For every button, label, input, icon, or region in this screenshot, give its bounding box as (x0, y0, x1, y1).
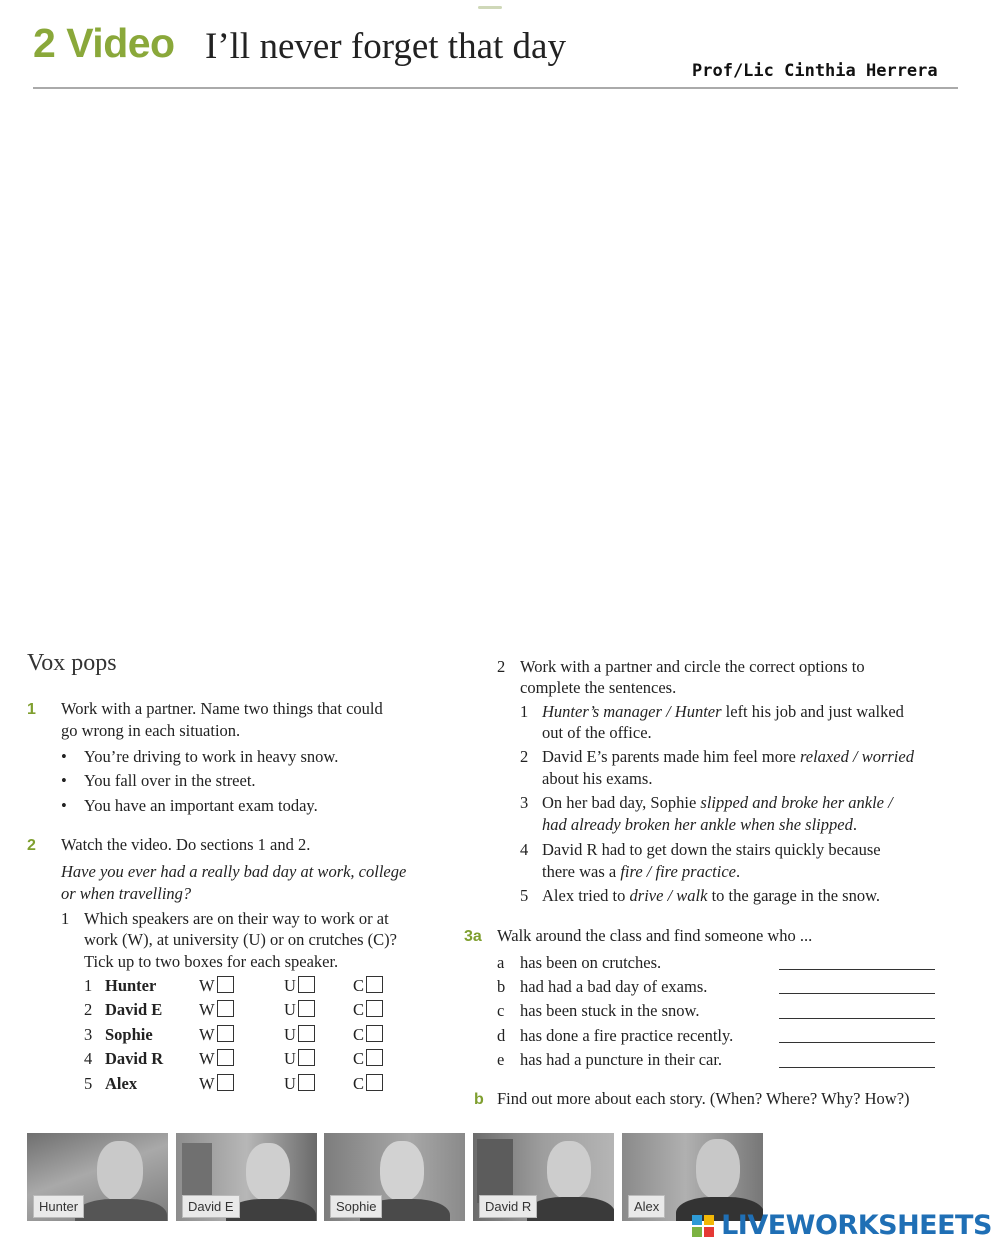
sentence-4: David R had to get down the stairs quickly because (542, 840, 881, 859)
option-w-label: W (199, 1049, 215, 1068)
find-item-text: has had a puncture in their car. (520, 1050, 723, 1069)
speaker-name: David R (105, 1049, 164, 1068)
sentence-number: 5 (520, 886, 529, 905)
answer-line[interactable] (779, 993, 935, 994)
section-title: Vox pops (27, 650, 117, 676)
option-b[interactable]: walk (676, 886, 708, 905)
ex3a-instruction: Walk around the class and find someone who ... (497, 926, 813, 945)
option-a[interactable]: drive (629, 886, 664, 905)
option-w-label: W (199, 1025, 215, 1044)
speaker-photo (622, 1133, 763, 1221)
sentence-rest: left his job and just walked (721, 702, 904, 721)
speaker-name: David E (105, 1000, 163, 1019)
header-top-mark (478, 6, 502, 9)
checkbox[interactable] (217, 976, 234, 993)
ex1-instruction-line2: go wrong in each situation. (61, 721, 241, 740)
checkbox[interactable] (298, 1025, 315, 1042)
option-w[interactable] (199, 1073, 234, 1095)
liveworksheets-logo (692, 1210, 992, 1240)
face-shape (246, 1143, 290, 1201)
speaker-number: 3 (84, 1025, 93, 1044)
ex2-task1-number: 1 (61, 909, 70, 928)
sentence-number: 2 (520, 747, 529, 766)
option-b[interactable]: had already broken her ankle when she slipped (542, 815, 853, 834)
logo-text: LIVEWORKSHEETS (721, 1210, 992, 1241)
option-b[interactable]: fire practice (655, 862, 736, 881)
option-c-label: C (353, 1074, 365, 1093)
option-w-label: W (199, 1000, 215, 1019)
ex2b-number: 2 (497, 657, 506, 676)
option-u-label: U (284, 1000, 296, 1019)
option-w[interactable] (199, 1024, 234, 1046)
find-item-text: has been on crutches. (520, 953, 662, 972)
speaker-number: 4 (84, 1049, 93, 1068)
option-u[interactable] (284, 999, 315, 1021)
sentence-2 (542, 746, 914, 768)
option-u[interactable] (284, 1073, 315, 1095)
find-item-text: has done a fire practice recently. (520, 1026, 734, 1045)
ex2-question-line1: Have you ever had a really bad day at work, college (61, 862, 407, 881)
speaker-name: Sophie (105, 1025, 153, 1044)
option-separator: / (661, 702, 675, 721)
checkbox[interactable] (217, 1025, 234, 1042)
option-c[interactable] (353, 999, 383, 1021)
unit-label: 2 Video (33, 20, 175, 66)
option-b[interactable]: Hunter (674, 702, 722, 721)
option-separator: / (663, 886, 677, 905)
option-c[interactable] (353, 975, 383, 997)
option-b[interactable]: worried (861, 747, 914, 766)
ex2-task1-line2: work (W), at university (U) or on crutches (C)? (84, 930, 397, 949)
option-c[interactable] (353, 1073, 383, 1095)
sentence-1-line2: out of the office. (542, 723, 652, 742)
answer-line[interactable] (779, 1067, 935, 1068)
option-a[interactable]: Hunter’s manager (542, 702, 662, 721)
shoulders-shape (75, 1199, 167, 1221)
checkbox[interactable] (366, 1025, 383, 1042)
sentence-pre: David E’s parents made him feel more (542, 747, 800, 766)
checkbox[interactable] (298, 976, 315, 993)
find-item-text: had had a bad day of exams. (520, 977, 708, 996)
option-u-label: U (284, 976, 296, 995)
option-u-label: U (284, 1074, 296, 1093)
checkbox[interactable] (298, 1000, 315, 1017)
face-shape (547, 1141, 591, 1199)
sentence-2-line2: about his exams. (542, 769, 653, 788)
ex2-question-line2: or when travelling? (61, 884, 192, 903)
building-shape (477, 1139, 513, 1203)
sentence-number: 3 (520, 793, 529, 812)
ex3b-number: b (474, 1091, 484, 1108)
answer-line[interactable] (779, 1018, 935, 1019)
option-separator: / (884, 793, 893, 812)
ex1-instruction-line1: Work with a partner. Name two things that could (61, 699, 383, 718)
photo-label: Sophie (330, 1195, 382, 1218)
photo-label: David E (182, 1195, 240, 1218)
sentence-end: . (736, 862, 741, 881)
option-c-label: C (353, 1049, 365, 1068)
checkbox[interactable] (366, 1049, 383, 1066)
face-shape (696, 1139, 740, 1199)
speaker-number: 2 (84, 1000, 93, 1019)
speaker-name: Hunter (105, 976, 157, 995)
option-c[interactable] (353, 1048, 383, 1070)
checkbox[interactable] (366, 1074, 383, 1091)
ex2-instruction: Watch the video. Do sections 1 and 2. (61, 835, 311, 854)
video-area (33, 100, 958, 640)
photo-label: Alex (628, 1195, 665, 1218)
speaker-number: 5 (84, 1074, 93, 1093)
option-w-label: W (199, 1074, 215, 1093)
option-a[interactable]: fire (620, 862, 643, 881)
find-item-letter: c (497, 1001, 505, 1020)
option-c[interactable] (353, 1024, 383, 1046)
logo-icon (692, 1215, 714, 1237)
option-w[interactable] (199, 1048, 234, 1070)
option-w-label: W (199, 976, 215, 995)
checkbox[interactable] (298, 1049, 315, 1066)
shoulders-shape (527, 1197, 614, 1221)
ex1-bullet-text: You have an important exam today. (84, 796, 318, 815)
ex3b-instruction: Find out more about each story. (When? Where? Why? How?) (497, 1089, 910, 1108)
face-shape (97, 1141, 143, 1201)
ex2b-instruction-line2: complete the sentences. (520, 678, 677, 697)
find-item-letter: e (497, 1050, 505, 1069)
option-u-label: U (284, 1025, 296, 1044)
speaker-photo (176, 1133, 317, 1221)
checkbox[interactable] (366, 976, 383, 993)
ex1-bullet: • (61, 796, 67, 815)
sentence-4-line2 (542, 861, 740, 883)
option-separator: / (848, 747, 862, 766)
option-c-label: C (353, 1000, 365, 1019)
sentence-1 (542, 701, 904, 723)
checkbox[interactable] (217, 1074, 234, 1091)
answer-line[interactable] (779, 969, 935, 970)
option-a[interactable]: relaxed (799, 747, 849, 766)
header-rule (33, 87, 958, 89)
find-item-letter: d (497, 1026, 506, 1045)
building-shape (182, 1143, 212, 1203)
option-u[interactable] (284, 975, 315, 997)
ex2-task1-line1: Which speakers are on their way to work or at (84, 909, 389, 928)
sentence-3 (542, 792, 893, 814)
find-item-letter: b (497, 977, 506, 996)
sentence-pre: there was a (542, 862, 621, 881)
answer-line[interactable] (779, 1042, 935, 1043)
author-label: Prof/Lic Cinthia Herrera (692, 61, 938, 81)
ex2b-instruction-line1: Work with a partner and circle the correct options to (520, 657, 865, 676)
checkbox[interactable] (298, 1074, 315, 1091)
sentence-5 (542, 885, 880, 907)
sentence-rest: to the garage in the snow. (707, 886, 881, 905)
ex1-bullet: • (61, 771, 67, 790)
sentence-pre: Alex tried to (542, 886, 630, 905)
ex3a-number: 3a (464, 928, 482, 945)
ex1-bullet: • (61, 747, 67, 766)
ex2-task1-line3: Tick up to two boxes for each speaker. (84, 952, 339, 971)
option-separator: / (642, 862, 656, 881)
sentence-3-line2 (542, 814, 857, 836)
option-a[interactable]: slipped and broke her ankle (700, 793, 885, 812)
speaker-photo (27, 1133, 168, 1221)
find-item-letter: a (497, 953, 505, 972)
find-item-text: has been stuck in the snow. (520, 1001, 700, 1020)
sentence-pre: On her bad day, Sophie (542, 793, 701, 812)
option-c-label: C (353, 976, 365, 995)
option-u[interactable] (284, 1048, 315, 1070)
ex1-bullet-text: You fall over in the street. (84, 771, 256, 790)
speaker-photo (324, 1133, 465, 1221)
ex2-number: 2 (27, 837, 36, 854)
photo-label: Hunter (33, 1195, 84, 1218)
sentence-end: . (852, 815, 857, 834)
option-w[interactable] (199, 975, 234, 997)
photo-label: David R (479, 1195, 537, 1218)
speaker-number: 1 (84, 976, 93, 995)
header (0, 0, 1000, 95)
option-w[interactable] (199, 999, 234, 1021)
face-shape (380, 1141, 424, 1201)
sentence-number: 4 (520, 840, 529, 859)
sentence-number: 1 (520, 702, 529, 721)
ex1-bullet-text: You’re driving to work in heavy snow. (84, 747, 339, 766)
page-title: I’ll never forget that day (205, 26, 566, 67)
ex1-number: 1 (27, 701, 36, 718)
option-u-label: U (284, 1049, 296, 1068)
speaker-photo (473, 1133, 614, 1221)
checkbox[interactable] (217, 1000, 234, 1017)
option-u[interactable] (284, 1024, 315, 1046)
speaker-name: Alex (105, 1074, 138, 1093)
option-c-label: C (353, 1025, 365, 1044)
checkbox[interactable] (217, 1049, 234, 1066)
checkbox[interactable] (366, 1000, 383, 1017)
